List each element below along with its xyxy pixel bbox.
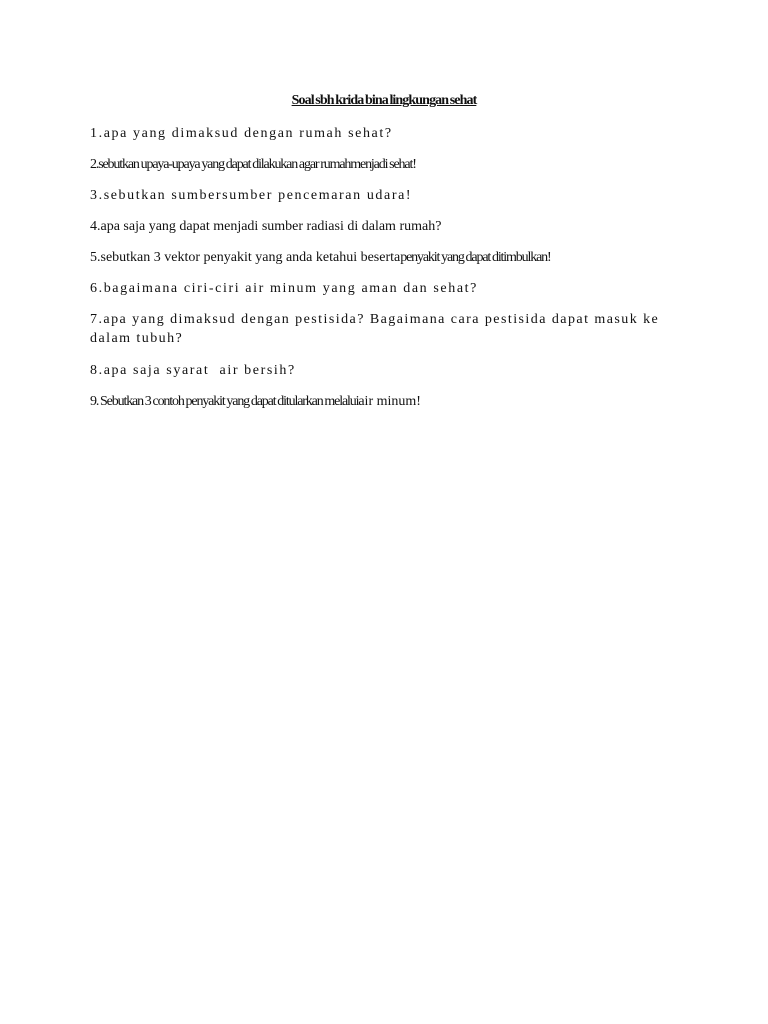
question-5-part-a: 5.sebutkan 3 vektor penyakit yang anda ketahui beserta — [90, 250, 401, 265]
question-7: 7.apa yang dimaksud dengan pestisida? Bagaimana cara pestisida dapat masuk ke dalam tubuh? — [90, 312, 660, 346]
question-9-part-b: air minum! — [358, 394, 421, 409]
question-9-part-a: 9. Sebutkan 3 contoh penyakit yang dapat ditularkan melalui — [90, 394, 359, 409]
document-title: Soal sbh krida bina lingkungan sehat — [291, 93, 477, 108]
question-8: 8.apa saja syarat air bersih? — [90, 363, 296, 378]
question-6: 6.bagaimana ciri-ciri air minum yang aman dan sehat? — [90, 281, 478, 296]
question-9 — [90, 392, 680, 411]
question-1: 1.apa yang dimaksud dengan rumah sehat? — [90, 126, 393, 141]
question-4: 4.apa saja yang dapat menjadi sumber radiasi di dalam rumah? — [90, 219, 442, 234]
question-3: 3.sebutkan sumbersumber pencemaran udara! — [90, 188, 413, 203]
question-5-part-b: penyakit yang dapat ditimbulkan! — [400, 250, 551, 265]
question-5 — [90, 248, 680, 267]
question-2: 2.sebutkan upaya-upaya yang dapat dilakukan agar rumahmenjadi sehat! — [90, 157, 416, 172]
